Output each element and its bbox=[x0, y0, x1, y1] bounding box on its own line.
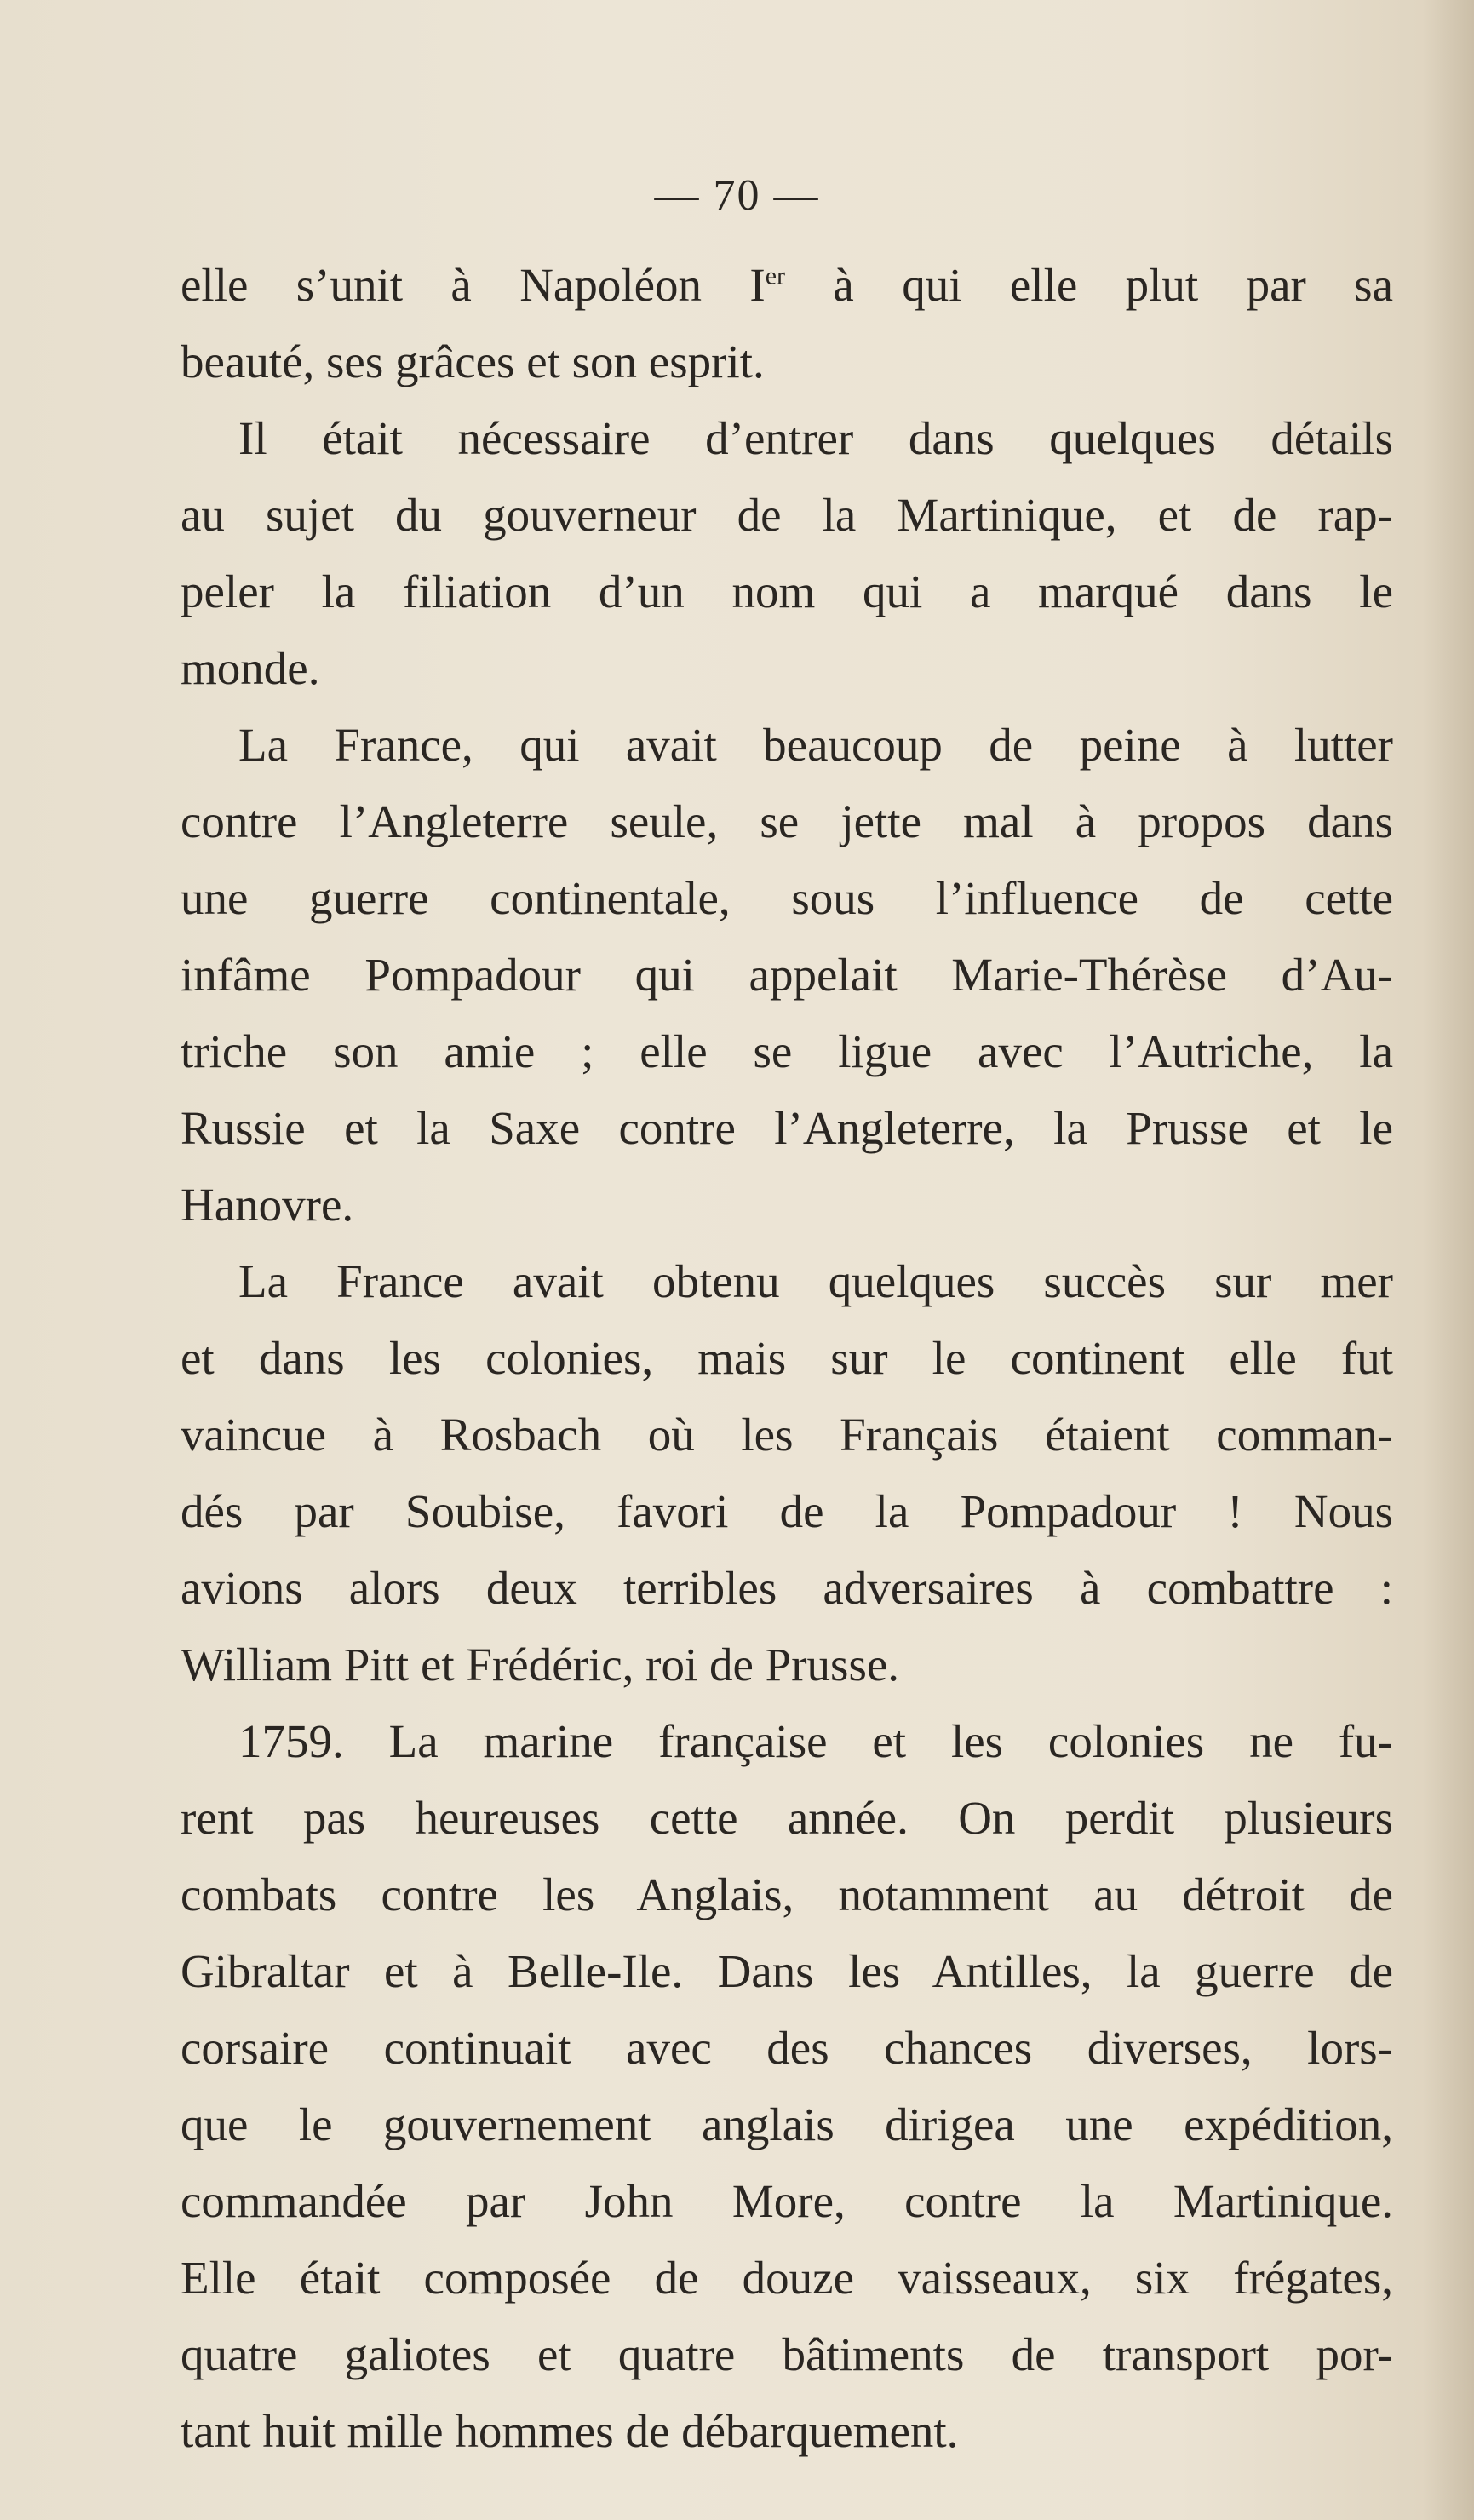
text-line: contre l’Angleterre seule, se jette mal à propos dans bbox=[181, 795, 1393, 847]
text-line: rent pas heureuses cette année. On perdit plusieurs bbox=[181, 1792, 1393, 1844]
text-line: 1759. La marine française et les colonies ne fu- bbox=[238, 1715, 1393, 1767]
text-line: peler la filiation d’un nom qui a marqué dans le bbox=[181, 565, 1393, 617]
text-line: Hanovre. bbox=[181, 1179, 354, 1231]
text-line: Il était nécessaire d’entrer dans quelques détails bbox=[238, 412, 1393, 464]
text-line: que le gouvernement anglais dirigea une expédition, bbox=[181, 2098, 1393, 2150]
text-line: corsaire continuait avec des chances diverses, lors- bbox=[181, 2022, 1393, 2074]
text-line: infâme Pompadour qui appelait Marie-Thérèse d’Au- bbox=[181, 949, 1393, 1001]
page-number: — 70 — bbox=[654, 171, 820, 220]
text-line: triche son amie ; elle se ligue avec l’Autriche, la bbox=[181, 1025, 1393, 1077]
text-line: William Pitt et Frédéric, roi de Prusse. bbox=[181, 1639, 900, 1691]
text-line: commandée par John More, contre la Martinique. bbox=[181, 2175, 1393, 2227]
text-line: monde. bbox=[181, 642, 320, 694]
text-line: combats contre les Anglais, notamment au détroit de bbox=[181, 1868, 1393, 1920]
text-line: vaincue à Rosbach où les Français étaient comman- bbox=[181, 1409, 1393, 1461]
text-line: Elle était composée de douze vaisseaux, six frégates, bbox=[181, 2252, 1393, 2304]
text-line: La France, qui avait beaucoup de peine à lutter bbox=[238, 719, 1393, 771]
text-line: La France avait obtenu quelques succès sur mer bbox=[238, 1255, 1393, 1307]
superscript: er bbox=[765, 261, 786, 290]
body-text bbox=[181, 247, 1393, 2470]
text-line: au sujet du gouverneur de la Martinique, et de rap- bbox=[181, 489, 1393, 541]
text-line: une guerre continentale, sous l’influence de cette bbox=[181, 872, 1393, 924]
text-line: avions alors deux terribles adversaires à combattre : bbox=[181, 1562, 1393, 1614]
text-line: elle s’unit à Napoléon Ier à qui elle plut par sa bbox=[181, 259, 1393, 311]
text-line: beauté, ses grâces et son esprit. bbox=[181, 336, 765, 387]
text-line: Gibraltar et à Belle-Ile. Dans les Antilles, la guerre de bbox=[181, 1945, 1393, 1997]
text-line: tant huit mille hommes de débarquement. bbox=[181, 2405, 959, 2457]
text-line: et dans les colonies, mais sur le continent elle fut bbox=[181, 1332, 1393, 1384]
page-edge-shadow bbox=[1423, 0, 1474, 2520]
text-line: dés par Soubise, favori de la Pompadour ! Nous bbox=[181, 1485, 1393, 1537]
text-line: quatre galiotes et quatre bâtiments de transport por- bbox=[181, 2328, 1393, 2380]
text-line: Russie et la Saxe contre l’Angleterre, la Prusse et le bbox=[181, 1102, 1393, 1154]
